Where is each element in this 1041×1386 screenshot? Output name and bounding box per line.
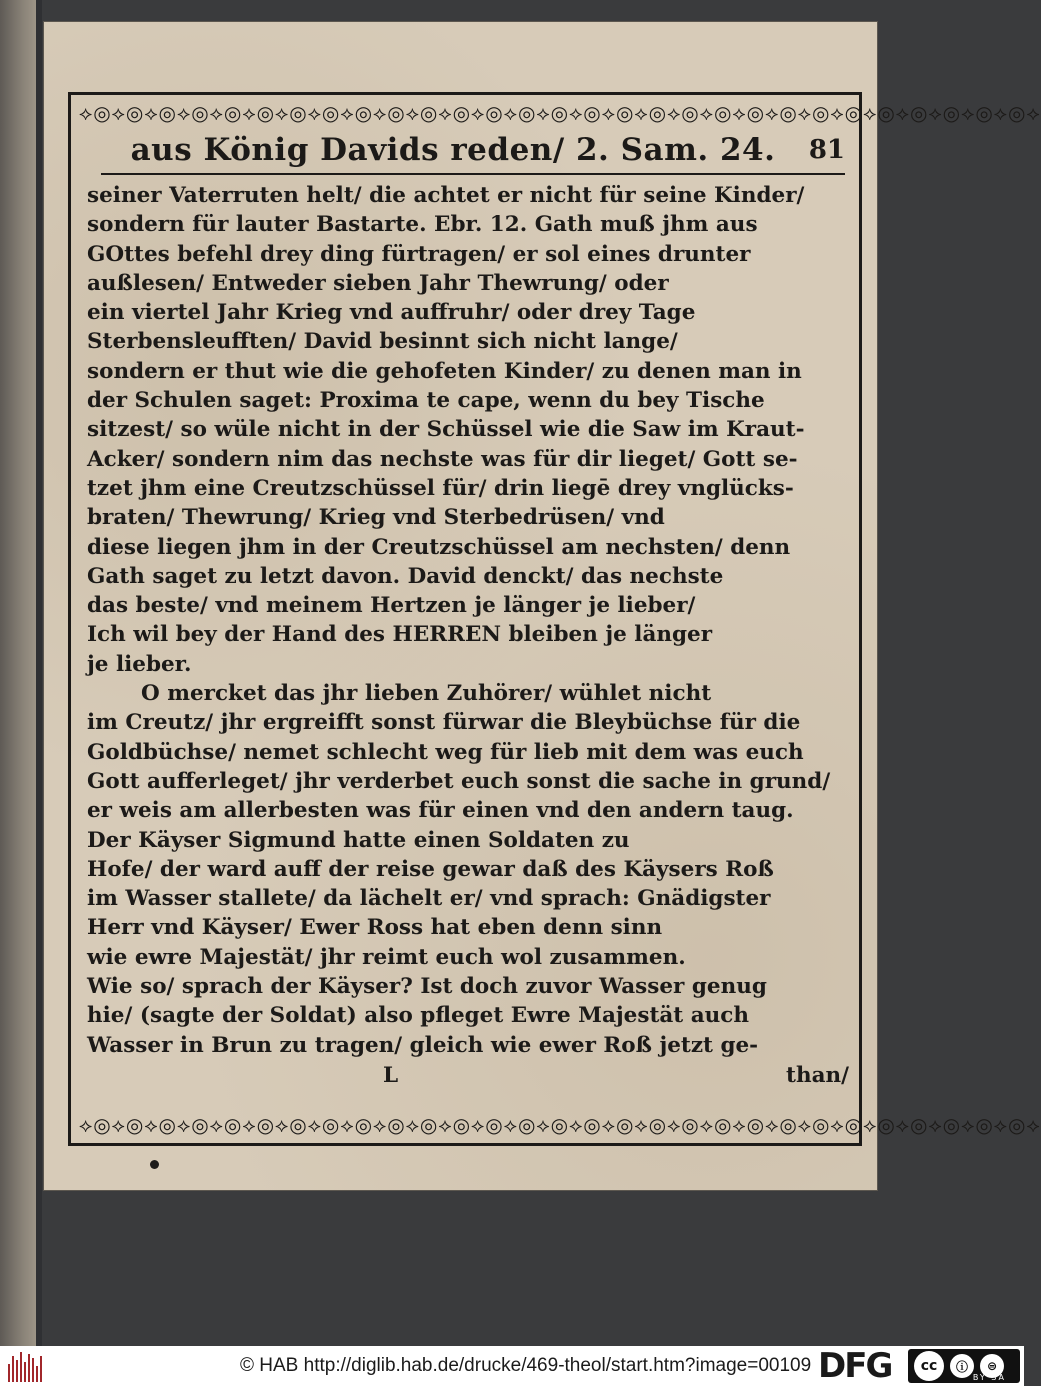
text-line: der Schulen saget: Proxima te cape, wenn du bey Tische [87,388,765,414]
cc-license-badge[interactable] [908,1349,1020,1383]
text-line: sondern für lauter Bastarte. Ebr. 12. Gath muß jhm aus [87,212,758,238]
signature-mark: L [383,1063,399,1088]
text-line: hie/ (sagte der Soldat) also pfleget Ewre Majestät auch [87,1003,750,1029]
bottom-ornament-border: ⟡◎⟡◎⟡◎⟡◎⟡◎⟡◎⟡◎⟡◎⟡◎⟡◎⟡◎⟡◎⟡◎⟡◎⟡◎⟡◎⟡◎⟡◎⟡◎⟡◎⟡◎⟡◎⟡◎⟡◎⟡◎⟡◎⟡◎⟡◎⟡◎⟡ [79,1113,1041,1137]
page-footer [87,1063,849,1093]
text-line: Gott aufferleget/ jhr verderbet euch sonst die sache in grund/ [87,768,831,794]
book-gutter [36,0,42,1346]
text-line: Wasser in Brun zu tragen/ gleich wie ewer Roß jetzt ge- [87,1032,759,1058]
text-line: GOttes befehl drey ding fürtragen/ er sol eines drunter [87,241,751,267]
text-line: Der Käyser Sigmund hatte einen Soldaten zu [87,827,630,853]
page-header [101,127,845,175]
viewer-footer-bar [0,1346,1024,1386]
hab-logo-icon[interactable] [8,1350,44,1382]
text-line: Ich wil bey der Hand des HERREN bleiben je länger [87,622,713,648]
text-line: er weis am allerbesten was für einen vnd den andern taug. [87,798,794,824]
body-text [87,181,849,1060]
text-line: Sterbensleufften/ David besinnt sich nicht lange/ [87,329,678,355]
catchword: than/ [786,1063,849,1088]
text-line: tzet jhm eine Creutzschüssel für/ drin liegē drey vnglücks- [87,475,794,501]
adjacent-page-edge [0,0,42,1346]
top-ornament-border: ⟡◎⟡◎⟡◎⟡◎⟡◎⟡◎⟡◎⟡◎⟡◎⟡◎⟡◎⟡◎⟡◎⟡◎⟡◎⟡◎⟡◎⟡◎⟡◎⟡◎⟡◎⟡◎⟡◎⟡◎⟡◎⟡◎⟡◎⟡◎⟡◎⟡ [79,101,1041,125]
text-line: das beste/ vnd meinem Hertzen je länger je lieber/ [87,593,696,619]
cc-by-icon: ⓘ [950,1354,974,1378]
text-line: wie ewre Majestät/ jhr reimt euch wol zusammen. [87,944,686,970]
text-line: diese liegen jhm in der Creutzschüssel am nechsten/ denn [87,534,791,560]
cc-icon: cc [914,1351,944,1381]
text-line: sitzest/ so wüle nicht in der Schüssel wie die Saw im Kraut- [87,417,805,443]
text-line: je lieber. [87,651,192,677]
text-line: sondern er thut wie die gehofeten Kinder/ zu denen man in [87,358,802,384]
ink-spot [150,1160,159,1169]
text-line: Hofe/ der ward auff der reise gewar daß des Käysers Roß [87,856,774,882]
copyright-link[interactable]: © HAB http://diglib.hab.de/drucke/469-theol/start.htm?image=00109 [240,1355,812,1376]
cc-sa-icon: ⊜ [980,1354,1004,1378]
text-frame [68,92,1041,1146]
scanned-page [44,22,1041,1190]
text-line: braten/ Thewrung/ Krieg vnd Sterbedrüsen/ vnd [87,505,665,531]
text-line: außlesen/ Entweder sieben Jahr Thewrung/ oder [87,270,669,296]
text-line-paragraph-start: O mercket das jhr lieben Zuhörer/ wühlet nicht [141,681,712,707]
text-line: Wie so/ sprach der Käyser? Ist doch zuvor Wasser genug [87,974,767,1000]
text-line: im Wasser stallete/ da lächelt er/ vnd sprach: Gnädigster [87,886,771,912]
text-line: seiner Vaterruten helt/ die achtet er nicht für seine Kinder/ [87,183,805,208]
text-line: Acker/ sondern nim das nechste was für dir lieget/ Gott se- [87,446,798,472]
text-line: im Creutz/ jhr ergreifft sonst fürwar die Bleybüchse für die [87,710,801,736]
text-line: Goldbüchse/ nemet schlecht weg für lieb mit dem was euch [87,739,804,765]
dfg-logo[interactable]: DFG [818,1346,892,1386]
cc-license-tags: BY SA [972,1373,1006,1382]
running-head: aus König Davids reden/ 2. Sam. 24. [130,132,776,168]
text-line: ein viertel Jahr Krieg vnd auffruhr/ oder drey Tage [87,300,696,326]
page-number: 81 [808,135,845,165]
text-line: Gath saget zu letzt davon. David denckt/ das nechste [87,563,724,589]
text-line: Herr vnd Käyser/ Ewer Ross hat eben denn sinn [87,915,663,941]
